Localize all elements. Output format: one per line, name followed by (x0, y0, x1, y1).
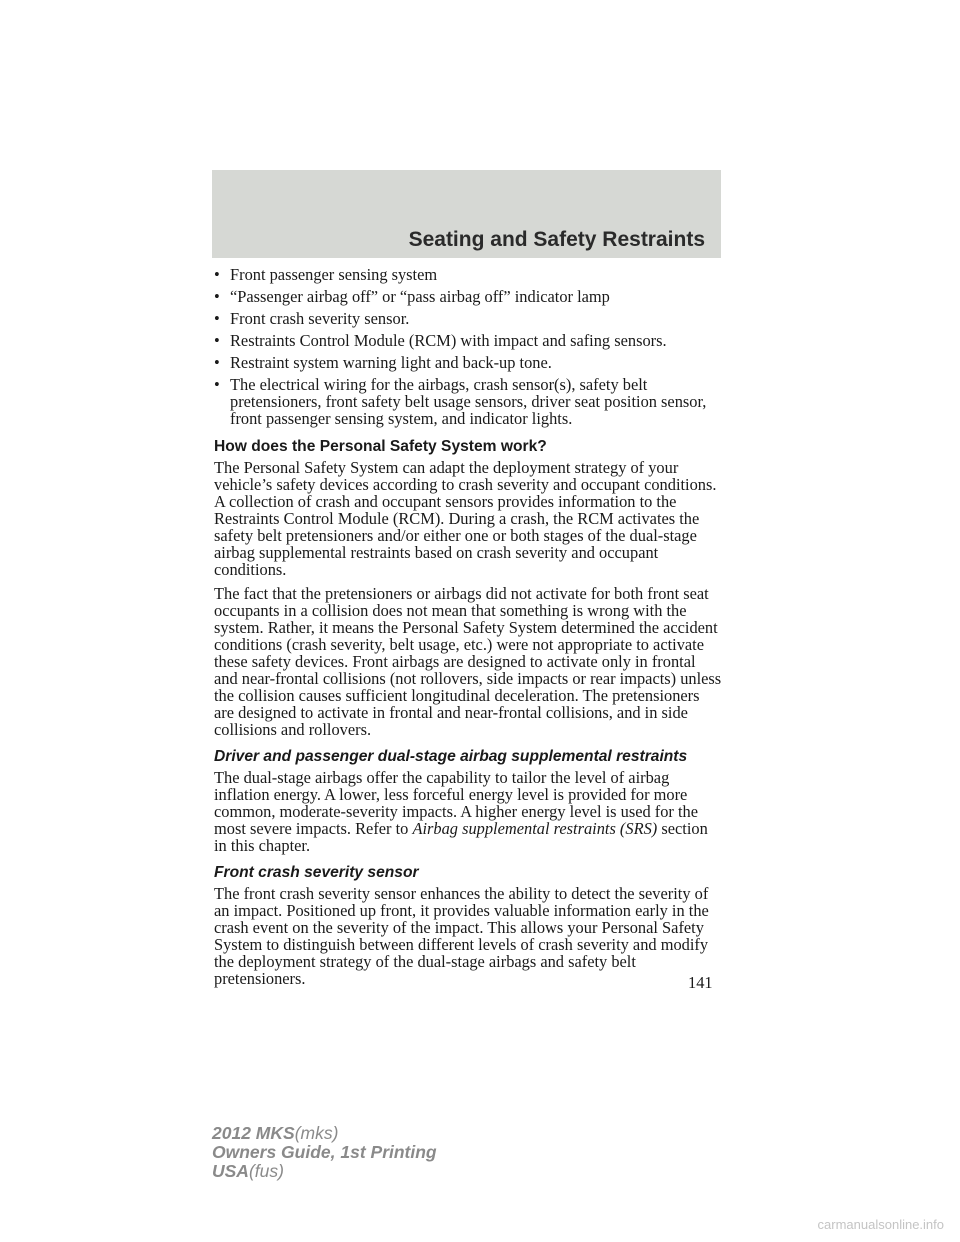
component-list (214, 266, 722, 427)
list-item: • Front passenger sensing system (214, 265, 438, 284)
bullet-icon: • (214, 287, 220, 306)
section-title: Seating and Safety Restraints (408, 228, 705, 251)
paragraph: The Personal Safety System can adapt the deployment strategy of your vehicle’s safety devices according to crash severity and occupant conditions. A collection of crash and occupant sensors provides information to the Restraints Control Module (RCM). During a crash, the RCM activates the safety belt pretensioners and/or either one or both stages of the dual-stage airbag supplemental restraints based on crash severity and occupant conditions. (214, 458, 717, 579)
watermark: carmanualsonline.info (817, 1217, 944, 1232)
document-footer (212, 1124, 437, 1181)
section-header-band (212, 170, 721, 258)
heading-how-pss-works: How does the Personal Safety System work? (214, 438, 547, 455)
footer-line: USA(fus) (212, 1161, 284, 1181)
bullet-icon: • (214, 353, 220, 372)
bullet-icon: • (214, 309, 220, 328)
bullet-icon: • (214, 375, 220, 394)
heading-crash-severity-sensor: Front crash severity sensor (214, 864, 419, 881)
paragraph: The front crash severity sensor enhances the ability to detect the severity of an impact. Positioned up front, it provides valuable information early in the crash event on the severity of the impact. This allows your Personal Safety System to distinguish between different levels of crash severity and modify the deployment strategy of the dual-stage airbags and safety belt pretensioners. (214, 884, 709, 988)
paragraph: The dual-stage airbags offer the capability to tailor the level of airbag inflation energy. A lower, less forceful energy level is provided for more common, moderate-severity impacts. A higher energy level is used for the most severe impacts. Refer to Airbag supplemental restraints (SRS) section in this chapter. (214, 768, 708, 855)
footer-line: 2012 MKS(mks) (212, 1123, 339, 1143)
list-item: • Restraint system warning light and back-up tone. (214, 353, 552, 372)
bullet-icon: • (214, 331, 220, 350)
list-item: • The electrical wiring for the airbags, crash sensor(s), safety belt pretensioners, front safety belt usage sensors, driver seat position sensor, front passenger sensing system, and indicator lights. (214, 375, 707, 428)
page-number: 141 (688, 973, 713, 992)
list-item: • “Passenger airbag off” or “pass airbag off” indicator lamp (214, 287, 610, 306)
paragraph: The fact that the pretensioners or airbags did not activate for both front seat occupants in a collision does not mean that something is wrong with the system. Rather, it means the Personal Safety System determined the accident conditions (crash severity, belt usage, etc.) were not appropriate to activate these safety devices. Front airbags are designed to activate only in frontal and near-frontal collisions (not rollovers, side impacts or rear impacts) unless the collision causes sufficient longitudinal deceleration. The pretensioners are designed to activate in frontal and near-frontal collisions, and in side collisions and rollovers. (214, 584, 722, 739)
footer-line: Owners Guide, 1st Printing (212, 1142, 437, 1162)
heading-dual-stage-airbags: Driver and passenger dual-stage airbag supplemental restraints (214, 748, 688, 765)
list-item: • Front crash severity sensor. (214, 309, 410, 328)
page-content (214, 266, 722, 994)
bullet-icon: • (214, 265, 220, 284)
section-reference: Airbag supplemental restraints (SRS) (412, 819, 658, 838)
list-item: • Restraints Control Module (RCM) with impact and safing sensors. (214, 331, 667, 350)
